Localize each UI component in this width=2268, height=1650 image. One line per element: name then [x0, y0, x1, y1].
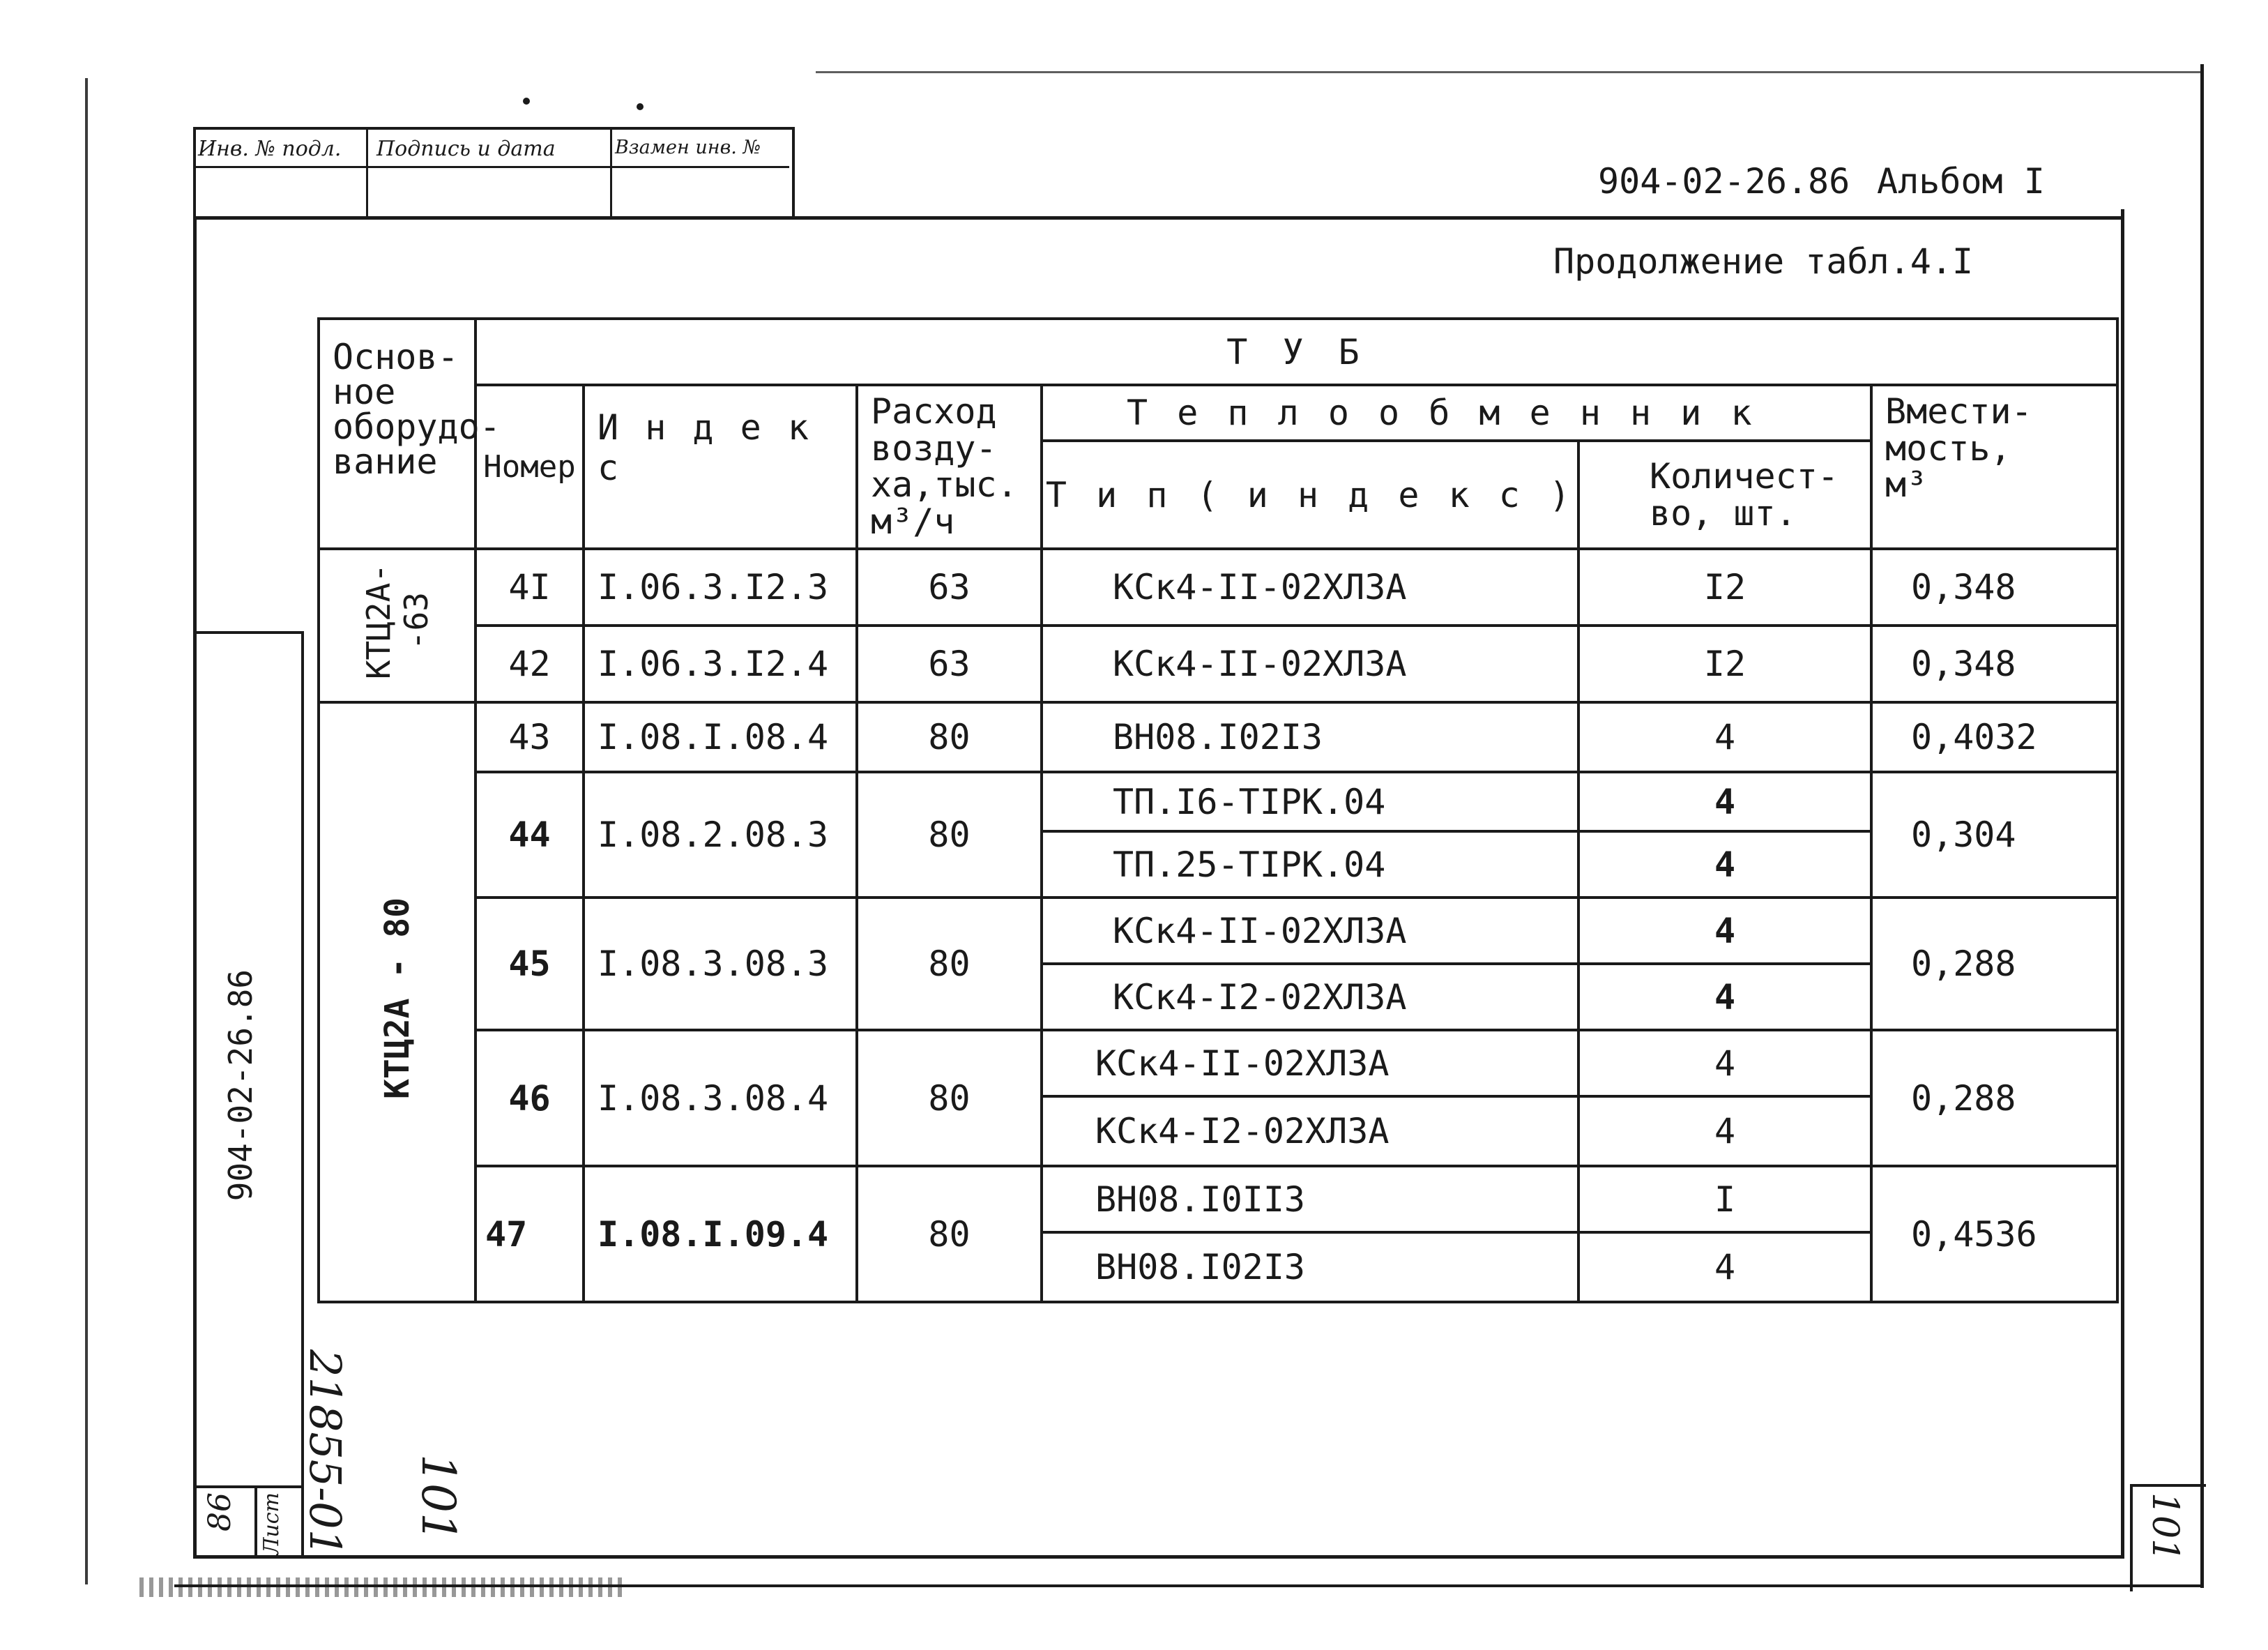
cell-qty: I2: [1578, 549, 1871, 626]
sheet-number: 86: [202, 1492, 238, 1531]
header-capacity: Вмести- мость, м³: [1871, 385, 2117, 549]
doc-code: 904-02-26.86: [1598, 161, 1850, 202]
table-row: [319, 626, 2117, 702]
cell-airflow: 80: [857, 1030, 1042, 1166]
handwritten-page-wrap: [411, 1454, 467, 1559]
cell-number: 43: [475, 702, 584, 772]
cell-type: ВН08.I02I3: [1042, 1232, 1578, 1302]
table-subtitle: Продолжение табл.4.I: [1553, 241, 1974, 282]
handwritten-no-wrap: [300, 1349, 356, 1580]
header-quantity: Количест- во, шт.: [1578, 441, 1871, 549]
cell-number: 42: [475, 626, 584, 702]
stamp-row-line: [193, 166, 789, 168]
cell-qty: 4: [1578, 964, 1871, 1030]
cell-airflow: 63: [857, 549, 1042, 626]
cell-qty: 4: [1578, 831, 1871, 898]
cell-qty: 4: [1578, 772, 1871, 831]
table-row: [319, 772, 2117, 831]
sheet-label-wrap: [259, 1492, 298, 1555]
table-row: [319, 1030, 2117, 1096]
sheet-box-top: [193, 1485, 301, 1488]
cell-type: ТП.25-ТIРК.04: [1042, 831, 1578, 898]
cell-index: I.08.3.08.3: [584, 898, 857, 1030]
stamp-signature-date: Подпись и дата: [376, 137, 556, 161]
cell-airflow: 63: [857, 626, 1042, 702]
cell-capacity: 0,4536: [1871, 1166, 2117, 1302]
speck: [523, 98, 530, 105]
cell-airflow: 80: [857, 898, 1042, 1030]
cell-qty: I: [1578, 1166, 1871, 1232]
frame-left: [85, 78, 88, 1584]
table-row: [319, 898, 2117, 964]
cell-number: 46: [475, 1030, 584, 1166]
cell-index: I.08.2.08.3: [584, 772, 857, 898]
handwritten-page: 101: [411, 1454, 465, 1542]
cell-capacity: 0,288: [1871, 1030, 2117, 1166]
header-airflow: Расход возду- ха,тыс. м³/ч: [857, 385, 1042, 549]
frame-top-dashed: [816, 71, 2203, 73]
table-row: [319, 549, 2117, 626]
cell-capacity: 0,288: [1871, 898, 2117, 1030]
cell-type: КСк4-II-02ХЛ3А: [1042, 1030, 1578, 1096]
cell-type: ВН08.I0II3: [1042, 1166, 1578, 1232]
scan-noise: [139, 1577, 627, 1597]
header-equipment: Основ- ное оборудо- вание: [319, 319, 475, 549]
cell-index: I.08.I.09.4: [584, 1166, 857, 1302]
cell-index: I.08.3.08.4: [584, 1030, 857, 1166]
cell-qty: 4: [1578, 898, 1871, 964]
sheet-box-div: [254, 1485, 257, 1555]
table-row: [319, 1166, 2117, 1232]
header-type: Т и п ( и н д е к с ): [1042, 441, 1578, 549]
corner-page-number: 101: [2144, 1492, 2186, 1562]
cell-type: КСк4-II-02ХЛ3А: [1042, 626, 1578, 702]
equipment-ktc2a-63: КТЦ2А- -63: [319, 549, 475, 702]
cell-capacity: 0,348: [1871, 626, 2117, 702]
cell-index: I.06.3.I2.4: [584, 626, 857, 702]
cell-qty: 4: [1578, 702, 1871, 772]
handwritten-number: 21855-01: [300, 1349, 351, 1557]
inner-right: [2121, 209, 2124, 1559]
cell-qty: 4: [1578, 1232, 1871, 1302]
cell-index: I.06.3.I2.3: [584, 549, 857, 626]
cell-number: 44: [475, 772, 584, 898]
header-number: Номер: [475, 385, 584, 549]
stamp-inv-no: Инв. № подл.: [198, 137, 342, 161]
cell-type: КСк4-I2-02ХЛ3А: [1042, 964, 1578, 1030]
cell-airflow: 80: [857, 1166, 1042, 1302]
cell-number: 45: [475, 898, 584, 1030]
header-index: И н д е к с: [584, 385, 857, 549]
side-vertical-code: 904-02-26.86: [222, 969, 259, 1202]
cell-number: 47: [475, 1166, 584, 1302]
cell-index: I.08.I.08.4: [584, 702, 857, 772]
cell-type: КСк4-I2-02ХЛ3А: [1042, 1096, 1578, 1166]
corner-page-wrap: [2144, 1492, 2193, 1583]
cell-number: 4I: [475, 549, 584, 626]
inner-bottom: [193, 1555, 2124, 1559]
cell-airflow: 80: [857, 772, 1042, 898]
sheet-label: Лист: [259, 1492, 284, 1555]
header-exchanger: Т е п л о о б м е н н и к: [1042, 385, 1871, 441]
speck: [637, 103, 644, 110]
album-label: Альбом I: [1877, 161, 2045, 202]
frame-right: [2200, 64, 2204, 1588]
equipment-table: [317, 317, 2119, 1303]
side-code-wrap: [222, 969, 277, 1234]
header-tub: Т У Б: [475, 319, 2117, 385]
table-row: [319, 702, 2117, 772]
cell-type: ТП.I6-ТIРК.04: [1042, 772, 1578, 831]
cell-capacity: 0,304: [1871, 772, 2117, 898]
cell-capacity: 0,4032: [1871, 702, 2117, 772]
cell-type: КСк4-II-02ХЛ3А: [1042, 898, 1578, 964]
equipment-ktc2a-80: КТЦ2А - 80: [319, 702, 475, 1302]
cell-qty: 4: [1578, 1096, 1871, 1166]
cell-type: КСк4-II-02ХЛ3А: [1042, 549, 1578, 626]
stamp-replace-inv: Взамен инв. №: [615, 137, 761, 158]
cell-capacity: 0,348: [1871, 549, 2117, 626]
stamp-col-line-1: [366, 127, 368, 216]
sheet-no-wrap: [202, 1492, 251, 1552]
stamp-col-line-2: [610, 127, 612, 216]
cell-qty: I2: [1578, 626, 1871, 702]
cell-airflow: 80: [857, 702, 1042, 772]
cell-type: ВН08.I02I3: [1042, 702, 1578, 772]
cell-qty: 4: [1578, 1030, 1871, 1096]
